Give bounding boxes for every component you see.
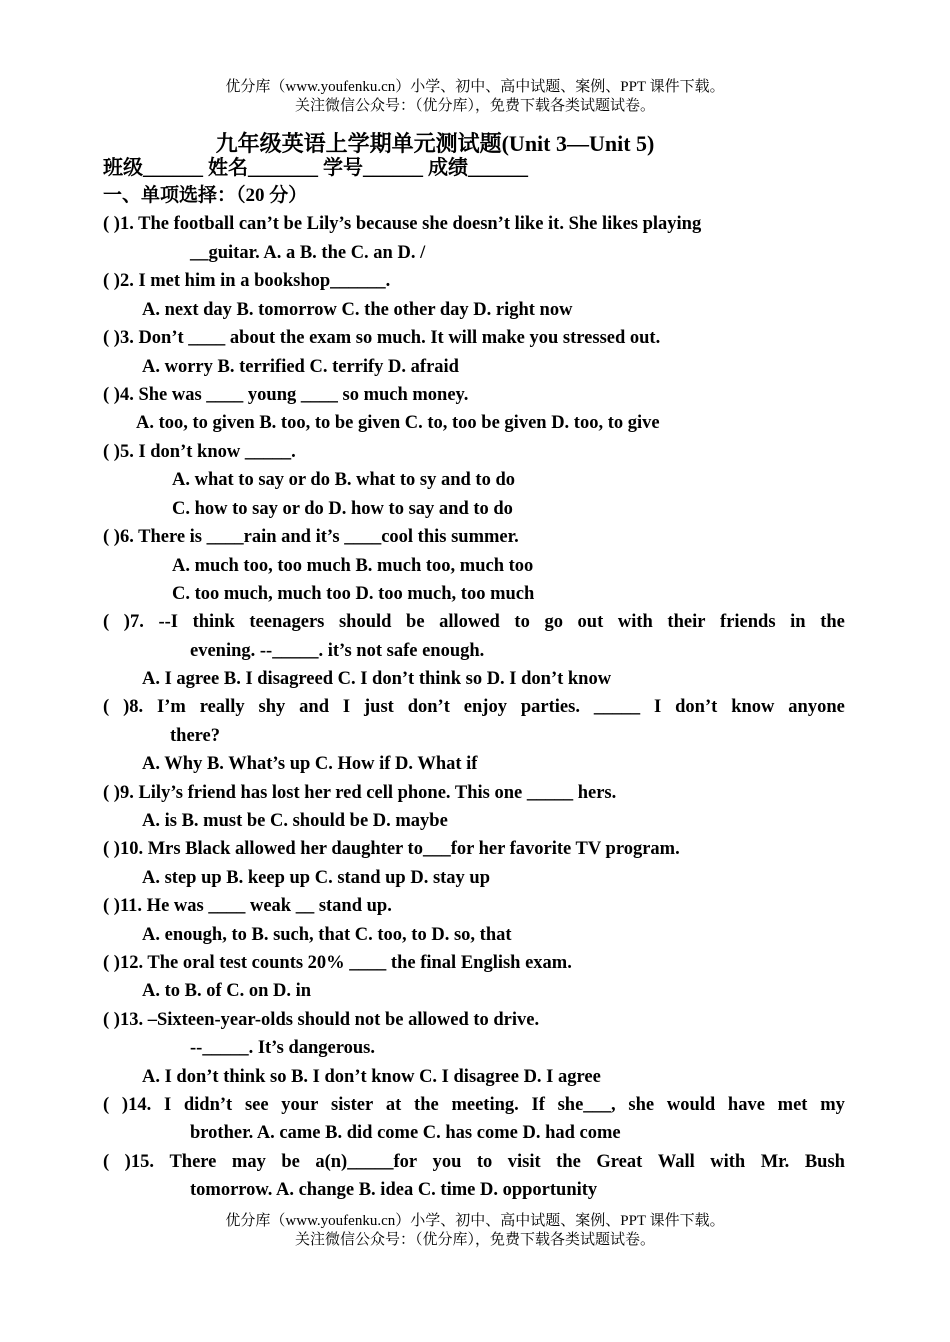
header-line-1: 优分库（www.youfenku.cn）小学、初中、高中试题、案例、PPT 课件下载。 <box>225 79 725 95</box>
question-8-options: A. Why B. What’s up C. How if D. What if <box>142 754 478 774</box>
word: shy <box>258 697 286 717</box>
word: I <box>342 697 351 717</box>
question-4: ( )4. She was ____ young ____ so much money. <box>103 385 469 405</box>
word: may <box>231 1152 266 1172</box>
word: be <box>406 612 425 632</box>
word: parties. <box>520 697 580 717</box>
word: Great <box>596 1152 643 1172</box>
word: _____ <box>593 697 641 717</box>
question-6-options-ab: A. much too, too much B. much too, much too <box>172 556 534 576</box>
question-6: ( )6. There is ____rain and it’s ____cool this summer. <box>103 527 519 547</box>
word: be <box>281 1152 300 1172</box>
question-7 <box>103 611 845 633</box>
question-6-options-cd: C. too much, much too D. too much, too much <box>172 584 535 604</box>
word: in <box>790 612 806 632</box>
word: the <box>556 1152 581 1172</box>
word: to <box>514 612 530 632</box>
word: )14. <box>121 1095 152 1115</box>
word: I’m <box>157 697 186 717</box>
word: just <box>364 697 394 717</box>
word: sister <box>331 1095 374 1115</box>
word: --I <box>158 612 178 632</box>
word: )7. <box>123 612 144 632</box>
word: have <box>727 1095 765 1115</box>
question-12: ( )12. The oral test counts 20% ____ the final English exam. <box>103 953 572 973</box>
word: think <box>192 612 235 632</box>
question-10-options: A. step up B. keep up C. stand up D. stay up <box>142 868 491 888</box>
word: Wall <box>657 1152 695 1172</box>
word: didn’t <box>183 1095 233 1115</box>
word: enjoy <box>463 697 507 717</box>
word: would <box>666 1095 716 1115</box>
word: I <box>654 697 662 717</box>
word: their <box>667 612 706 632</box>
word: and <box>299 697 329 717</box>
word: meeting. <box>451 1095 519 1115</box>
question-12-options: A. to B. of C. on D. in <box>142 981 312 1001</box>
word: to <box>476 1152 493 1172</box>
word: she <box>628 1095 655 1115</box>
footer-line-1: 优分库（www.youfenku.cn）小学、初中、高中试题、案例、PPT 课件下载。 <box>225 1213 725 1229</box>
word: friends <box>720 612 776 632</box>
word: should <box>338 612 392 632</box>
question-15-continued: tomorrow. A. change B. idea C. time D. opportunity <box>190 1180 598 1200</box>
word: If <box>531 1095 545 1115</box>
question-15 <box>103 1151 845 1173</box>
question-3: ( )3. Don’t ____ about the exam so much. It will make you stressed out. <box>103 328 661 348</box>
word: don’t <box>675 697 718 717</box>
word: really <box>199 697 245 717</box>
question-11: ( )11. He was ____ weak __ stand up. <box>103 896 392 916</box>
word: know <box>731 697 775 717</box>
word: allowed <box>439 612 500 632</box>
question-13-options: A. I don’t think so B. I don’t know C. I disagree D. I agree <box>142 1067 601 1087</box>
word: Mr. <box>760 1152 790 1172</box>
word: at <box>385 1095 402 1115</box>
question-11-options: A. enough, to B. such, that C. too, to D. so, that <box>142 925 512 945</box>
question-3-options: A. worry B. terrified C. terrify D. afraid <box>142 357 459 377</box>
word: anyone <box>788 697 845 717</box>
word: visit <box>507 1152 541 1172</box>
word: with <box>710 1152 746 1172</box>
word: There <box>169 1152 217 1172</box>
question-1: ( )1. The football can’t be Lily’s because she doesn’t like it. She likes playing <box>103 214 702 234</box>
question-14-continued: brother. A. came B. did come C. has come D. had come <box>190 1123 621 1143</box>
word: a(n)_____for <box>315 1152 418 1172</box>
word: ( <box>103 1095 110 1115</box>
question-5-options-ab: A. what to say or do B. what to sy and to do <box>172 470 515 490</box>
question-2: ( )2. I met him in a bookshop______. <box>103 271 391 291</box>
word: ( <box>103 612 110 632</box>
question-9: ( )9. Lily’s friend has lost her red cell phone. This one _____ hers. <box>103 783 617 803</box>
question-5: ( )5. I don’t know _____. <box>103 442 296 462</box>
question-13-continued: --_____. It’s dangerous. <box>190 1038 376 1058</box>
question-7-continued: evening. --_____. it’s not safe enough. <box>190 641 485 661</box>
section-heading: 一、单项选择：（20 分） <box>103 185 308 206</box>
word: don’t <box>407 697 450 717</box>
header-line-2: 关注微信公众号：（优分库），免费下载各类试题试卷。 <box>294 98 655 114</box>
question-8-continued: there? <box>170 726 220 746</box>
word: teenagers <box>249 612 325 632</box>
word: the <box>820 612 845 632</box>
word: she___, <box>557 1095 616 1115</box>
word: the <box>414 1095 439 1115</box>
question-2-options: A. next day B. tomorrow C. the other day D. right now <box>142 300 573 320</box>
word: ( <box>103 1152 110 1172</box>
word: see <box>244 1095 269 1115</box>
question-5-options-cd: C. how to say or do D. how to say and to do <box>172 499 513 519</box>
word: your <box>281 1095 319 1115</box>
word: you <box>432 1152 462 1172</box>
question-8 <box>103 696 845 718</box>
page-title: 九年级英语上学期单元测试题(Unit 3—Unit 5) <box>215 131 655 156</box>
student-info-line: 班级______ 姓名_______ 学号______ 成绩______ <box>103 157 528 179</box>
word: my <box>820 1095 845 1115</box>
word: )8. <box>123 697 144 717</box>
word: Bush <box>804 1152 845 1172</box>
question-10: ( )10. Mrs Black allowed her daughter to___for her favorite TV program. <box>103 839 680 859</box>
word: I <box>163 1095 172 1115</box>
word: )15. <box>124 1152 154 1172</box>
question-1-options: __guitar. A. a B. the C. an D. / <box>190 243 426 263</box>
question-13: ( )13. –Sixteen-year-olds should not be allowed to drive. <box>103 1010 540 1030</box>
word: out <box>577 612 604 632</box>
word: met <box>777 1095 808 1115</box>
word: go <box>544 612 563 632</box>
footer-line-2: 关注微信公众号：（优分库），免费下载各类试题试卷。 <box>294 1232 655 1248</box>
word: with <box>617 612 653 632</box>
word: ( <box>103 697 110 717</box>
question-4-options: A. too, to given B. too, to be given C. to, too be given D. too, to give <box>136 413 660 433</box>
question-9-options: A. is B. must be C. should be D. maybe <box>142 811 448 831</box>
question-7-options: A. I agree B. I disagreed C. I don’t think so D. I don’t know <box>142 669 612 689</box>
question-14 <box>103 1094 845 1116</box>
